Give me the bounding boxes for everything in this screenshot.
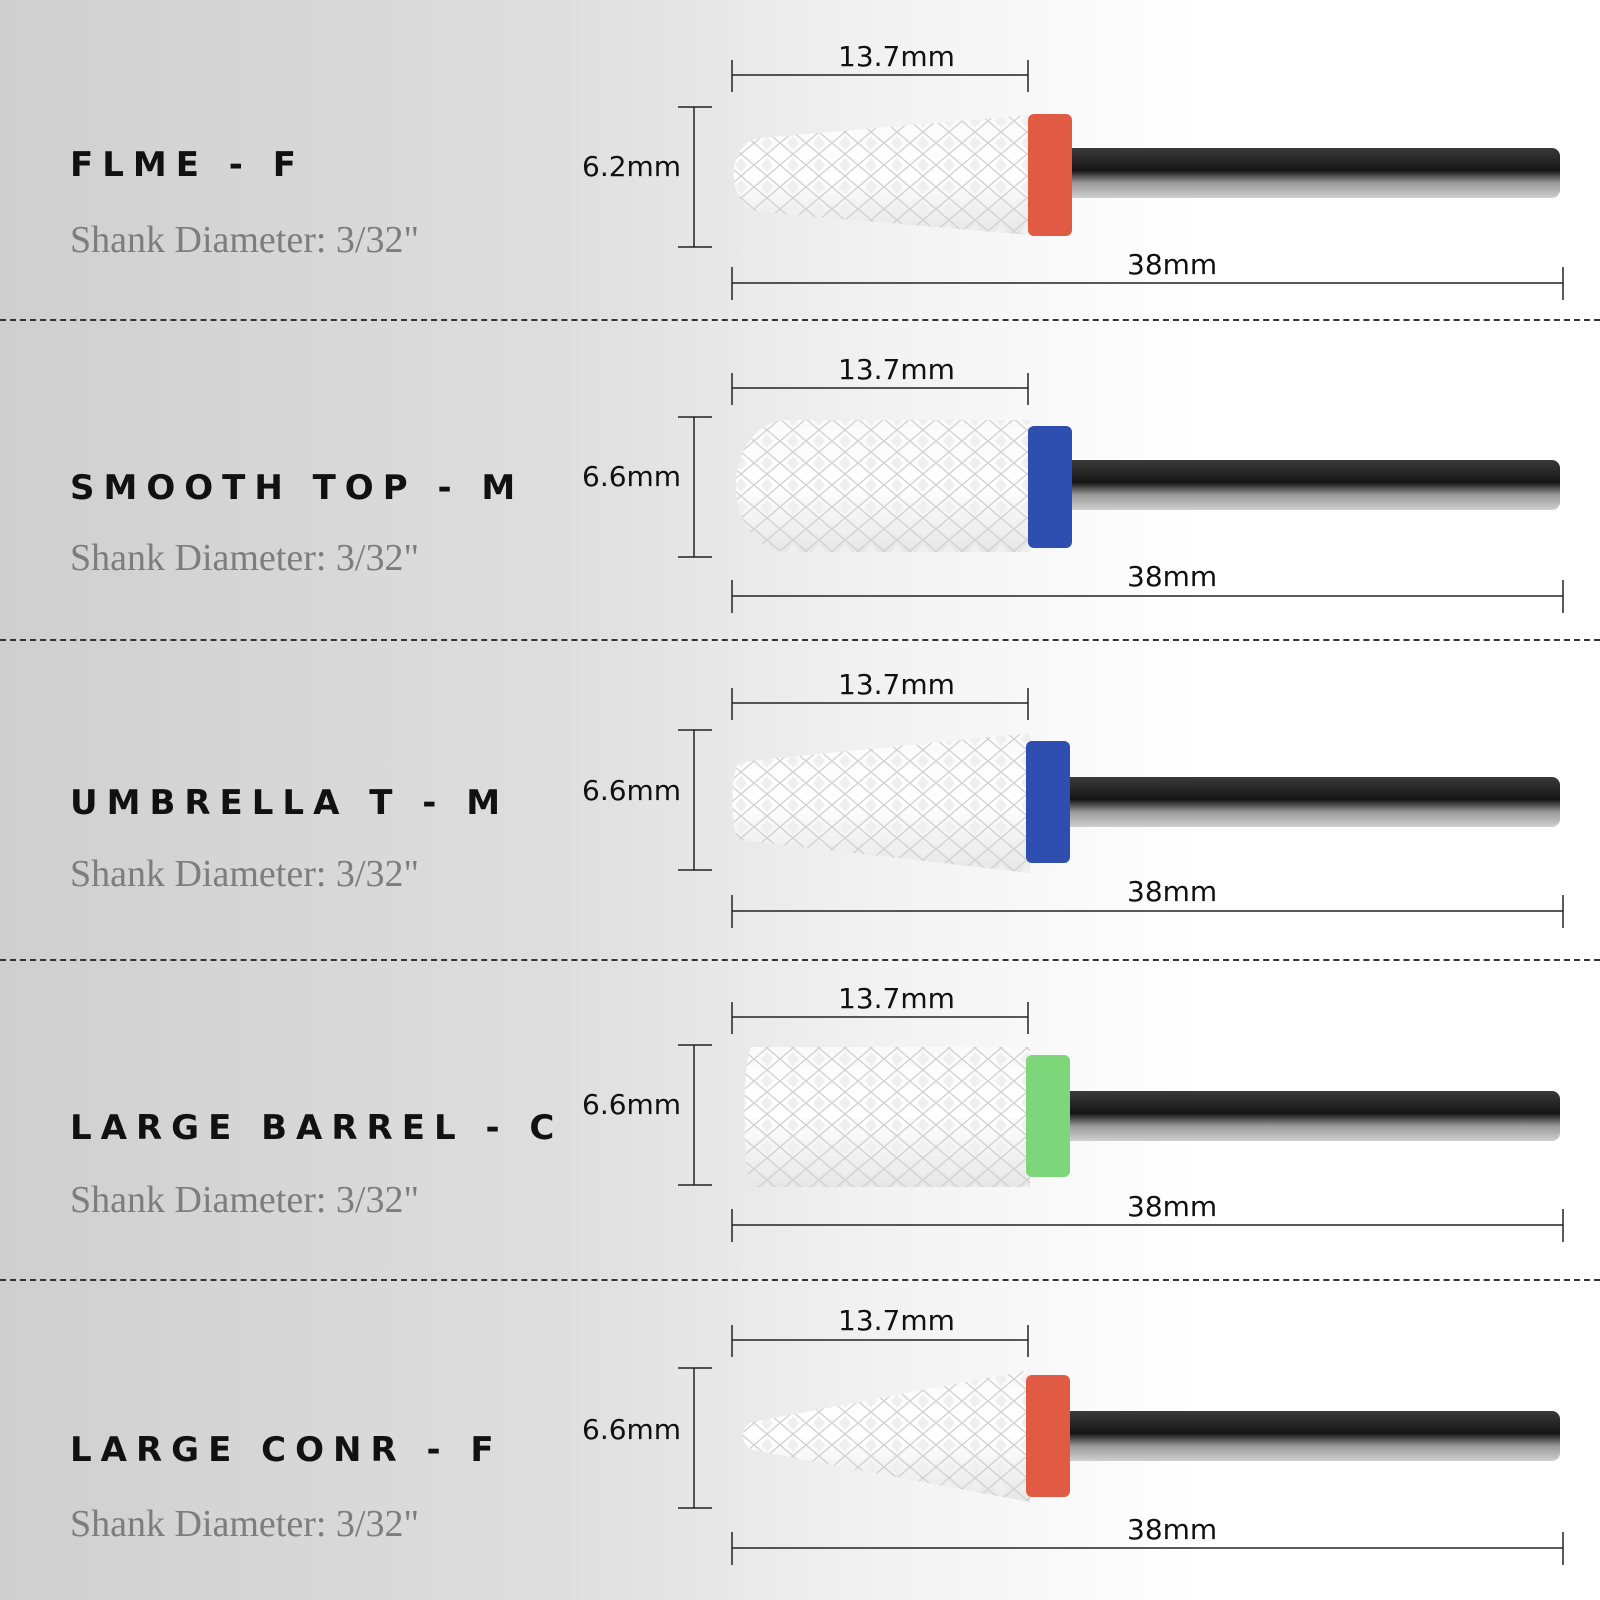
shank-diameter: Shank Diameter: 3/32" [70, 537, 419, 579]
bit-head-texture [743, 1370, 1030, 1502]
head-diameter: 6.2mm [582, 150, 682, 183]
color-band [1026, 1055, 1070, 1177]
bit-name: SMOOTH TOP - M [70, 468, 525, 508]
color-band [1026, 1375, 1070, 1497]
bit-head-texture [745, 1047, 1031, 1187]
bit-head-texture [734, 115, 1030, 235]
color-band [1026, 741, 1070, 863]
shank-diameter: Shank Diameter: 3/32" [70, 1503, 419, 1545]
head-diameter: 6.6mm [582, 1413, 682, 1446]
total-length: 38mm [1127, 1513, 1218, 1546]
bit-illustration [0, 320, 1600, 640]
shank-diameter: Shank Diameter: 3/32" [70, 853, 419, 895]
bit-name: LARGE CONR - F [70, 1430, 503, 1470]
head-length: 13.7mm [838, 353, 955, 386]
bit-illustration [0, 0, 1600, 320]
total-length: 38mm [1127, 560, 1218, 593]
bit-head-texture [733, 733, 1031, 873]
total-length: 38mm [1127, 248, 1218, 281]
shank-rod [1060, 777, 1560, 827]
bit-name: LARGE BARREL - C [70, 1108, 564, 1148]
head-length: 13.7mm [838, 982, 955, 1015]
head-length: 13.7mm [838, 1304, 955, 1337]
bit-illustration [0, 640, 1600, 960]
color-band [1028, 426, 1072, 548]
shank-rod [1060, 460, 1560, 510]
head-diameter: 6.6mm [582, 1088, 682, 1121]
head-diameter: 6.6mm [582, 460, 682, 493]
head-length: 13.7mm [838, 40, 955, 73]
bit-name: FLME - F [70, 145, 305, 185]
shank-rod [1060, 1411, 1560, 1461]
total-length: 38mm [1127, 1190, 1218, 1223]
shank-diameter: Shank Diameter: 3/32" [70, 219, 419, 261]
shank-rod [1060, 1091, 1560, 1141]
bit-row-cone [0, 1280, 1600, 1600]
total-length: 38mm [1127, 875, 1218, 908]
bit-illustration [0, 1280, 1600, 1600]
head-length: 13.7mm [838, 668, 955, 701]
bit-row-umbrella [0, 640, 1600, 960]
shank-diameter: Shank Diameter: 3/32" [70, 1179, 419, 1221]
bit-name: UMBRELLA T - M [70, 783, 510, 823]
bit-row-barrel [0, 960, 1600, 1280]
color-band [1028, 114, 1072, 236]
bit-head-texture [736, 420, 1030, 552]
head-diameter: 6.6mm [582, 774, 682, 807]
bit-illustration [0, 960, 1600, 1280]
shank-rod [1060, 148, 1560, 198]
bit-row-flame [0, 0, 1600, 320]
bit-row-smooth-top [0, 320, 1600, 640]
